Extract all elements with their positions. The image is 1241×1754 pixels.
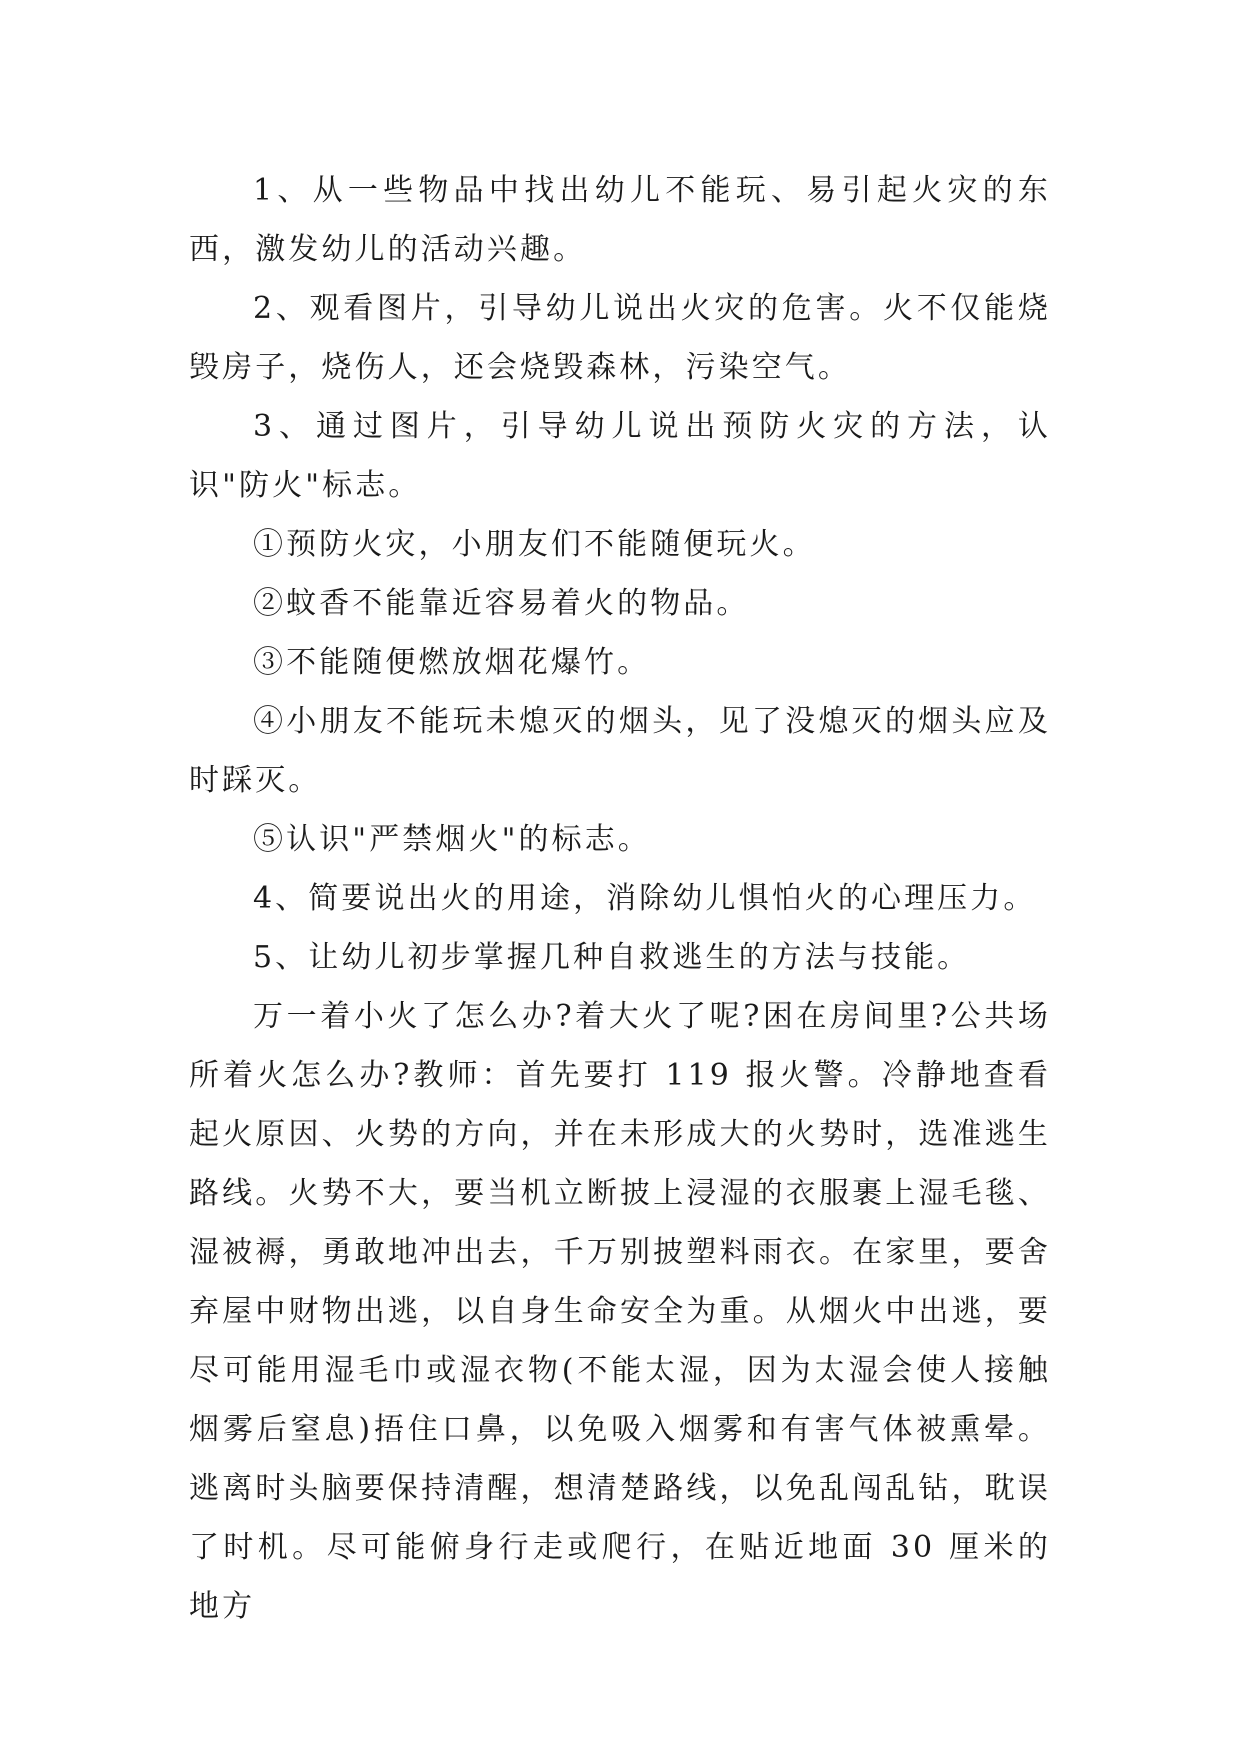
document-body [189,161,1051,1636]
paragraph-step-2: 2、观看图片，引导幼儿说出火灾的危害。火不仅能烧毁房子，烧伤人，还会烧毁森林，污染空气。 [189,291,1051,385]
list-item-prevention-1: ①预防火灾，小朋友们不能随便玩火。 [253,527,816,562]
list-item-prevention-2: ②蚊香不能靠近容易着火的物品。 [253,586,750,621]
list-item-prevention-5: ⑤认识"严禁烟火"的标志。 [253,822,651,857]
paragraph-step-3: 3、通过图片，引导幼儿说出预防火灾的方法，认识"防火"标志。 [189,409,1051,503]
list-item-prevention-3: ③不能随便燃放烟花爆竹。 [253,645,651,680]
paragraph-step-5: 5、让幼儿初步掌握几种自救逃生的方法与技能。 [253,940,971,975]
list-item-prevention-4: ④小朋友不能玩未熄灭的烟头，见了没熄灭的烟头应及时踩灭。 [189,704,1051,798]
paragraph-step-1: 1、从一些物品中找出幼儿不能玩、易引起火灾的东西，激发幼儿的活动兴趣。 [189,173,1051,267]
paragraph-step-4: 4、简要说出火的用途，消除幼儿惧怕火的心理压力。 [253,881,1037,916]
paragraph-escape-guidance: 万一着小火了怎么办?着大火了呢?困在房间里?公共场所着火怎么办?教师：首先要打 119 报火警。冷静地查看起火原因、火势的方向，并在未形成大的火势时，选准逃生路线。火势不大，要当机立断披上浸湿的衣服裹上湿毛毯、湿被褥，勇敢地冲出去，千万别披塑料雨衣。在家里，要舍弃屋中财物出逃，以自身生命安全为重。从烟火中出逃，要尽可能用湿毛巾或湿衣物(不能太湿，因为太湿会使人接触烟雾后窒息)捂住口鼻，以免吸入烟雾和有害气体被熏晕。逃离时头脑要保持清醒，想清楚路线，以免乱闯乱钻，耽误了时机。尽可能俯身行走或爬行，在贴近地面 30 厘米的地方 [189,999,1051,1624]
